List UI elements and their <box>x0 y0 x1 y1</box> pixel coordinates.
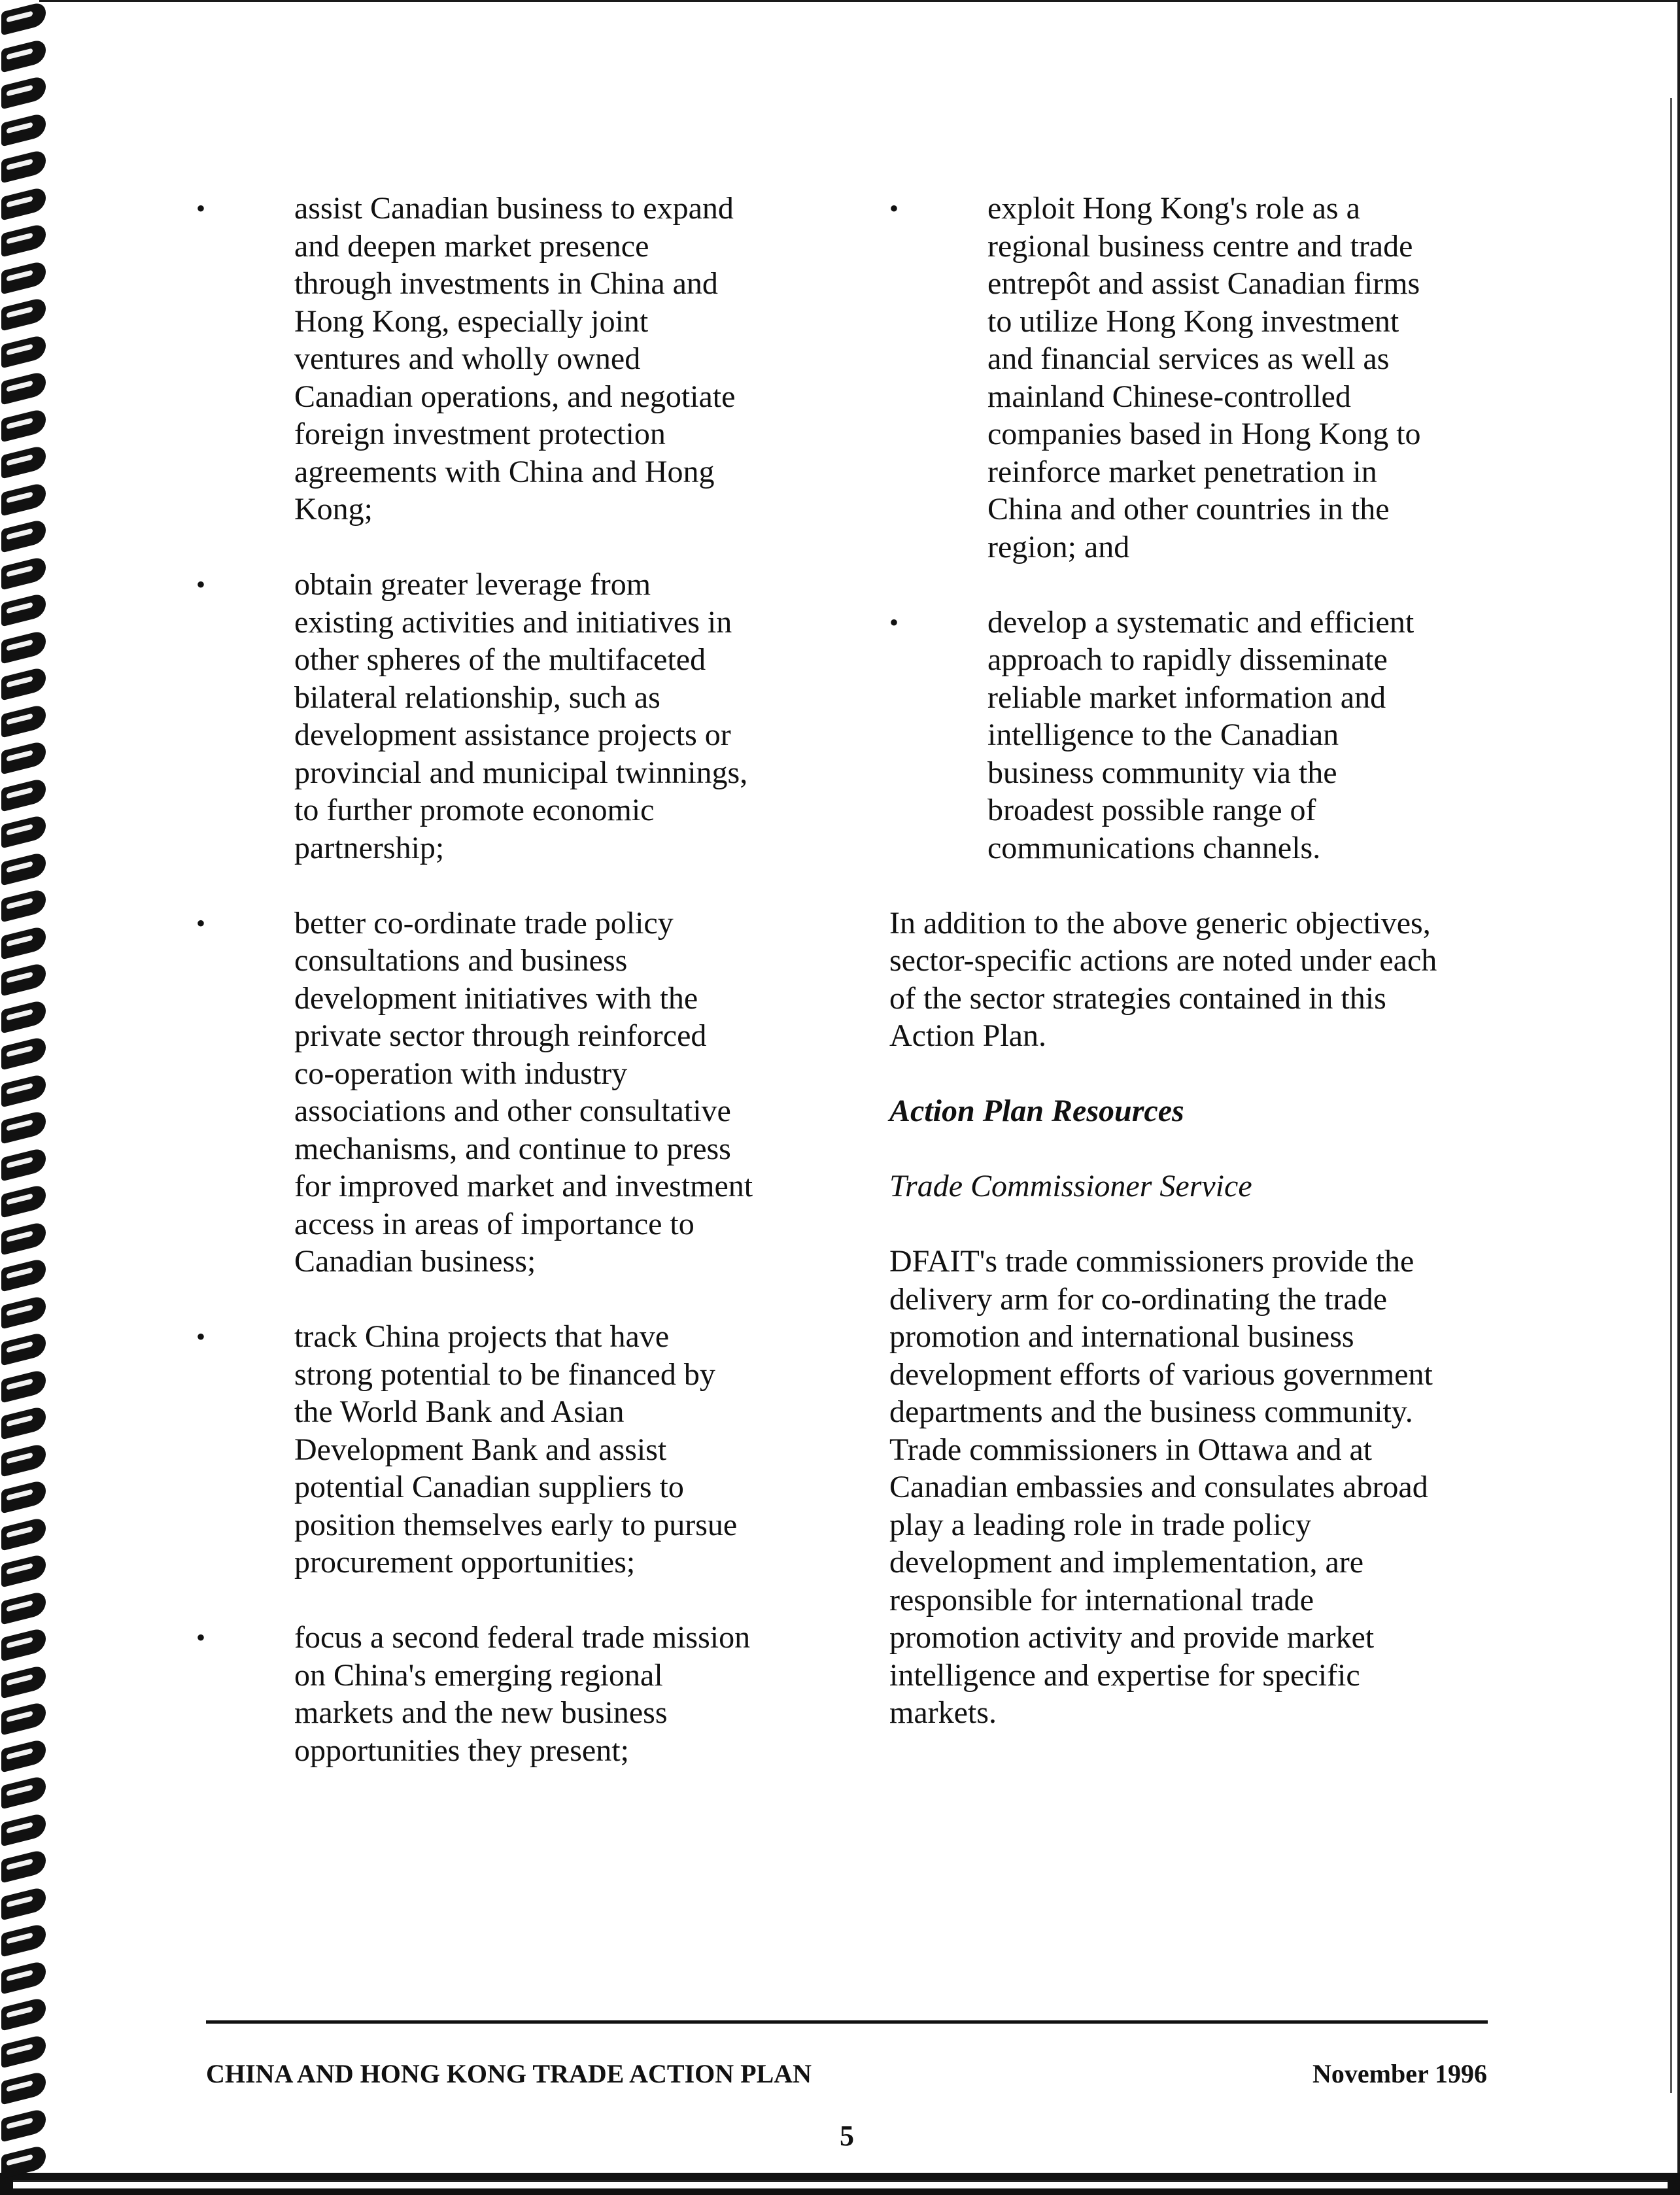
binding-ring <box>1 75 46 110</box>
spiral-binding <box>0 0 52 2171</box>
binding-ring <box>1 666 46 701</box>
binding-ring <box>1 1812 46 1846</box>
binding-ring <box>1 629 46 664</box>
footer-title: CHINA AND HONG KONG TRADE ACTION PLAN <box>206 2059 812 2088</box>
binding-ring <box>1 371 46 406</box>
page-edge-top <box>39 0 1680 2</box>
binding-ring <box>1 1701 46 1736</box>
binding-ring <box>1 851 46 886</box>
binding-ring <box>1 555 46 590</box>
binding-ring <box>1 1 46 36</box>
left-column <box>196 190 850 1807</box>
bullet-text: obtain greater leverage from existing activities and initiatives in other spheres of the multifaceted bilateral relationship, such as development assistance projects or provincial and municipal twinnings, to further promote economic partnership; <box>294 567 748 865</box>
bullet-text: focus a second federal trade mission on China's emerging regional markets and the new business opportunities they present; <box>294 1620 751 1768</box>
bullet-text: better co-ordinate trade policy consultations and business development initiatives with the private sector through reinforced co-operation with industry associations and other consultative mechanisms, and continue to press for improved market and investment access in areas of importance to Canadian business; <box>294 905 753 1279</box>
binding-ring <box>1 1516 46 1551</box>
binding-ring <box>1 1368 46 1403</box>
bullet-item <box>196 566 850 867</box>
binding-ring <box>1 1849 46 1884</box>
binding-ring <box>1 1886 46 1920</box>
bullet-dot: • <box>196 908 206 938</box>
binding-ring <box>1 999 46 1033</box>
binding-ring <box>1 1627 46 1662</box>
bullet-text: exploit Hong Kong's role as a regional business centre and trade entrepôt and assist Canadian firms to utilize Hong Kong investment and financial services as well as mainland Chinese-controlled companies based in Hong Kong to reinforce market penetration in China and other countries in the region; and <box>987 191 1421 564</box>
binding-ring <box>1 1073 46 1107</box>
binding-ring <box>1 407 46 442</box>
footer-rule <box>206 2020 1488 2024</box>
page-edge-right-inner <box>1670 98 1672 2093</box>
binding-ring <box>1 481 46 516</box>
binding-ring <box>1 925 46 959</box>
page-edge-bottom-inner <box>13 2180 1668 2188</box>
subsection-heading: Trade Commissioner Service <box>889 1169 1252 1203</box>
binding-ring <box>1 519 46 553</box>
binding-ring <box>1 1997 46 2031</box>
paragraph-trade-commissioners: DFAIT's trade commissioners provide the delivery arm for co-ordinating the trade promotion and international business development efforts of various government departments and the business community. Trade commissioners in Ottawa and at Canadian embassies and consulates abroad play a leading role in trade policy development and implementation, are responsible for international trade promotion activity and provide market intelligence and expertise for specific markets. <box>889 1244 1433 1730</box>
bullet-dot: • <box>196 570 206 599</box>
binding-ring <box>1 1479 46 1514</box>
binding-ring <box>1 1110 46 1145</box>
binding-ring <box>1 1775 46 1810</box>
binding-ring <box>1 260 46 294</box>
binding-ring <box>1 1664 46 1699</box>
binding-ring <box>1 297 46 332</box>
bullet-item <box>196 190 850 528</box>
binding-ring <box>1 1738 46 1772</box>
bullet-item <box>196 1318 850 1581</box>
page-number: 5 <box>840 2120 854 2152</box>
binding-ring <box>1 1442 46 1477</box>
binding-ring <box>1 112 46 147</box>
binding-ring <box>1 334 46 368</box>
bullet-dot: • <box>196 1322 206 1351</box>
bullet-item <box>889 190 1543 566</box>
footer-date: November 1996 <box>1312 2059 1487 2088</box>
binding-ring <box>1 2071 46 2105</box>
binding-ring <box>1 814 46 849</box>
binding-ring <box>1 740 46 775</box>
binding-ring <box>1 1147 46 1181</box>
paragraph-generic-objectives: In addition to the above generic objectives, sector-specific actions are noted under each of the sector strategies contained in this Action Plan. <box>889 905 1437 1053</box>
binding-ring <box>1 703 46 738</box>
binding-ring <box>1 1960 46 1994</box>
bullet-text: assist Canadian business to expand and deepen market presence through investments in China and Hong Kong, especially joint ventures and wholly owned Canadian operations, and negotiate foreign investment protection agreements with China and Hong Kong; <box>294 191 736 527</box>
page-edge-right <box>1677 0 1680 2195</box>
bullet-item <box>889 604 1543 867</box>
binding-ring <box>1 223 46 258</box>
bullet-item <box>196 905 850 1281</box>
bullet-dot: • <box>196 1623 206 1652</box>
binding-ring <box>1 445 46 479</box>
binding-ring <box>1 1406 46 1440</box>
binding-ring <box>1 1553 46 1588</box>
binding-ring <box>1 1258 46 1292</box>
binding-ring <box>1 1036 46 1071</box>
binding-ring <box>1 2033 46 2068</box>
bullet-dot: • <box>889 194 899 223</box>
binding-ring <box>1 1923 46 1958</box>
binding-ring <box>1 1332 46 1366</box>
binding-ring <box>1 962 46 997</box>
binding-ring <box>1 888 46 923</box>
bullet-text: develop a systematic and efficient approach to rapidly disseminate reliable market information and intelligence to the Canadian business community via the broadest possible range of communications channels. <box>987 604 1414 865</box>
binding-ring <box>1 2107 46 2142</box>
section-heading: Action Plan Resources <box>889 1094 1184 1128</box>
bullet-item <box>196 1619 850 1769</box>
binding-ring <box>1 1294 46 1329</box>
binding-ring <box>1 186 46 220</box>
binding-ring <box>1 1184 46 1218</box>
binding-ring <box>1 38 46 73</box>
binding-ring <box>1 777 46 812</box>
binding-ring <box>1 149 46 184</box>
bullet-dot: • <box>889 607 899 637</box>
binding-ring <box>1 1590 46 1625</box>
binding-ring <box>1 593 46 627</box>
bullet-dot: • <box>196 194 206 223</box>
bullet-text: track China projects that have strong potential to be financed by the World Bank and Asian Development Bank and assist potential Canadian suppliers to position themselves early to pursue procurement opportunities; <box>294 1319 738 1580</box>
binding-ring <box>1 1220 46 1255</box>
right-column <box>889 190 1543 1769</box>
